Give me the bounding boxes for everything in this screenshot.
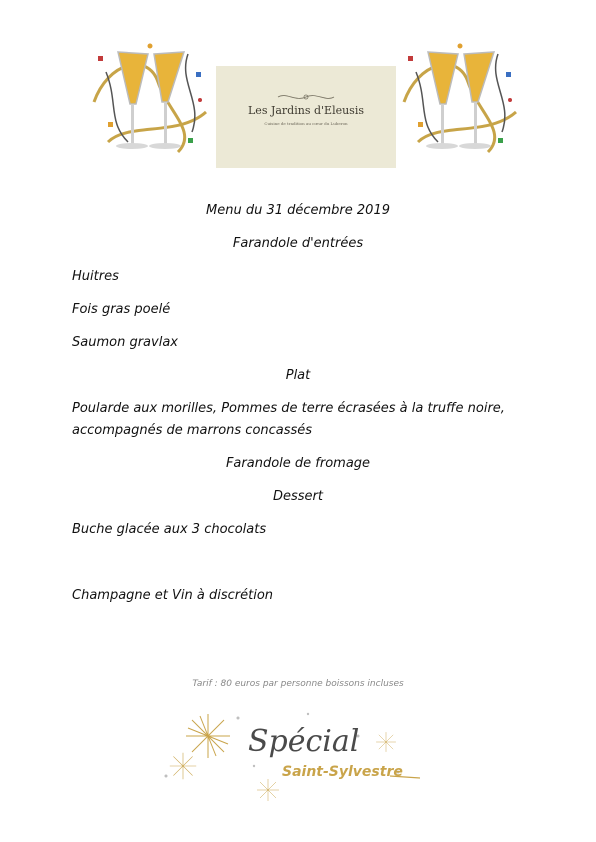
entree-item: Huitres bbox=[72, 269, 119, 284]
restaurant-tagline: Cuisine de tradition au cœur du Luberon bbox=[264, 121, 348, 126]
champagne-glasses-right-icon bbox=[398, 42, 522, 164]
dessert-heading: Dessert bbox=[273, 489, 323, 504]
boissons-item: Champagne et Vin à discrétion bbox=[72, 588, 274, 603]
special-saint-sylvestre-banner bbox=[158, 706, 438, 802]
special-subtitle: Saint-Sylvestre bbox=[282, 764, 403, 780]
plat-heading: Plat bbox=[285, 368, 311, 383]
entree-item: Fois gras poelé bbox=[72, 302, 171, 317]
entree-item: Saumon gravlax bbox=[72, 335, 178, 350]
plat-description-line: accompagnés de marrons concassés bbox=[72, 423, 313, 438]
champagne-glasses-left-icon bbox=[88, 42, 212, 164]
price-note: Tarif : 80 euros par personne boissons incluses bbox=[192, 679, 404, 689]
fromage-heading: Farandole de fromage bbox=[225, 456, 371, 471]
restaurant-name: Les Jardins d'Eleusis bbox=[248, 104, 364, 117]
entrees-heading: Farandole d'entrées bbox=[232, 236, 364, 251]
special-title: Spécial bbox=[248, 724, 360, 759]
plat-description-line: Poularde aux morilles, Pommes de terre écrasées à la truffe noire, bbox=[72, 401, 505, 416]
dessert-item: Buche glacée aux 3 chocolats bbox=[72, 522, 267, 537]
restaurant-logo bbox=[216, 66, 396, 168]
ornament-icon bbox=[276, 92, 336, 102]
menu-title: Menu du 31 décembre 2019 bbox=[206, 203, 390, 218]
